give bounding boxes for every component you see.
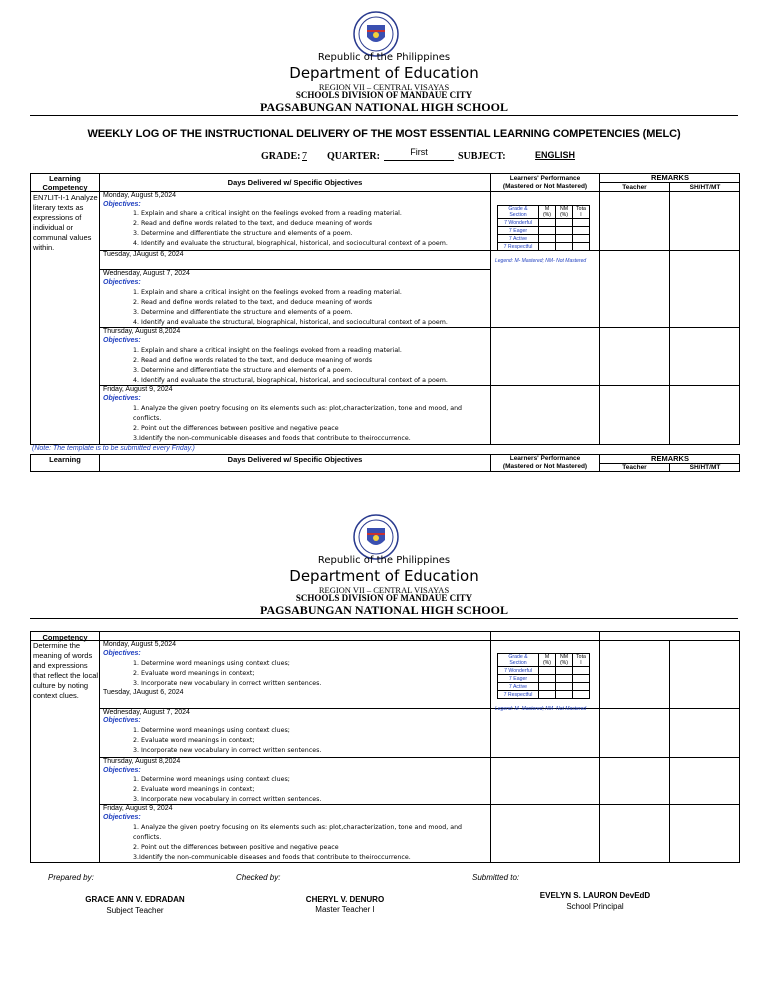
legend-text: Legend: M- Mastered; NM- Not Mastered	[495, 258, 587, 264]
row-divider	[99, 250, 740, 251]
performance-header: Learners' Performance	[509, 455, 581, 462]
objective-item: 2. Point out the differences between positive and negative peace	[133, 425, 339, 432]
mini-head-grade: Grade &	[508, 654, 528, 660]
objective-item: 1. Determine word meanings using context clues;	[133, 660, 290, 667]
section-cell: 7 Wonderful	[498, 667, 539, 675]
col-divider	[99, 631, 100, 863]
submitted-to-role: School Principal	[566, 902, 624, 911]
objectives-label: Objectives:	[103, 201, 141, 208]
mini-head-section: Section	[509, 212, 527, 218]
objective-item: 4. Identify and evaluate the structural, biographical, historical, and sociocultural context of a poem.	[133, 240, 448, 247]
republic-line: Republic of the Philippines	[317, 555, 451, 566]
objective-item: 4. Identify and evaluate the structural, biographical, historical, and sociocultural context of a poem.	[133, 319, 448, 326]
row-divider	[99, 708, 740, 709]
mini-head-nm: NM	[559, 654, 569, 660]
performance-mini-table	[497, 205, 590, 251]
mini-head-m: M	[544, 654, 550, 660]
performance-header: Learners' Performance	[509, 175, 581, 182]
objective-item: 1. Analyze the given poetry focusing on its elements such as: plot,characterization, tone and mood, and	[133, 824, 463, 831]
subject-label: SUBJECT:	[458, 151, 506, 162]
section-cell: 7 Wonderful	[498, 219, 539, 227]
section-cell: 7 Active	[498, 683, 539, 691]
objective-item: 3. Determine and differentiate the structure and elements of a poem.	[133, 309, 353, 316]
region-line: REGION VII – CENTRAL VISAYAS	[318, 82, 450, 92]
objective-item: 2. Read and define words related to the text, and deduce meaning of words	[133, 220, 372, 227]
mini-head-m: M	[544, 206, 550, 212]
objectives-label: Objectives:	[103, 814, 141, 821]
objective-item: 4. Identify and evaluate the structural, biographical, historical, and sociocultural context of a poem.	[133, 377, 448, 384]
section-cell: 7 Active	[498, 235, 539, 243]
mini-head-m-pct: (%)	[542, 660, 552, 666]
competency-text: Determine the meaning of words and expressions that reflect the local culture by noting context clues.	[33, 641, 99, 700]
mini-head-total-l: l	[580, 660, 582, 666]
objective-item: 3.Identify the non-communicable diseases and foods that contribute to theiroccurrence.	[133, 854, 411, 861]
deped-seal-icon	[353, 11, 399, 57]
objective-item: 3. Incorporate new vocabulary in correct written sentences.	[133, 680, 322, 687]
sh-ht-mt-header: SH/HT/MT	[689, 464, 721, 471]
objectives-label: Objectives:	[103, 767, 141, 774]
objectives-label: Objectives:	[103, 717, 141, 724]
sh-ht-mt-header: SH/HT/MT	[689, 184, 721, 191]
days-header: Days Delivered w/ Specific Objectives	[227, 178, 363, 187]
objective-item: 3.Identify the non-communicable diseases and foods that contribute to theiroccurrence.	[133, 435, 411, 442]
mini-head-grade: Grade &	[508, 206, 528, 212]
submitted-to-name: EVELYN S. LAURON DevEdD	[539, 891, 651, 900]
objective-item: 2. Read and define words related to the text, and deduce meaning of words	[133, 299, 372, 306]
quarter-label: QUARTER:	[327, 151, 380, 162]
objective-item: conflicts.	[133, 834, 162, 841]
days-header: Days Delivered w/ Specific Objectives	[227, 455, 363, 464]
teacher-header: Teacher	[622, 184, 647, 191]
objective-item: 3. Determine and differentiate the structure and elements of a poem.	[133, 367, 353, 374]
day-label: Tuesday, JAugust 6, 2024	[103, 689, 184, 696]
learning-header: Learning	[49, 174, 81, 183]
col-divider	[599, 631, 600, 863]
section-cell: 7 Respectful	[498, 243, 539, 251]
prepared-by-label: Prepared by:	[48, 873, 94, 882]
checked-by-name: CHERYL V. DENURO	[305, 895, 385, 904]
col-divider	[669, 183, 670, 445]
performance-mini-table	[497, 653, 590, 699]
row-divider	[99, 757, 740, 758]
col-divider	[490, 631, 491, 863]
department-line: Department of Education	[289, 64, 479, 82]
mini-head-nm-pct: (%)	[559, 660, 569, 666]
teacher-header: Teacher	[622, 464, 647, 471]
mini-head-total: Tota	[576, 206, 586, 212]
checked-by-role: Master Teacher I	[315, 905, 375, 914]
col-divider	[599, 173, 600, 445]
grade-label: GRADE:	[261, 151, 301, 162]
quarter-value: First	[410, 147, 428, 157]
objective-item: 3. Incorporate new vocabulary in correct written sentences.	[133, 747, 322, 754]
objective-item: 1. Determine word meanings using context clues;	[133, 776, 290, 783]
row-divider	[99, 327, 740, 328]
grade-value: 7	[302, 151, 307, 162]
objective-item: 2. Evaluate word meanings in context;	[133, 786, 255, 793]
prepared-by-name: GRACE ANN V. EDRADAN	[85, 895, 185, 904]
objective-item: 2. Point out the differences between positive and negative peace	[133, 844, 339, 851]
division-line: SCHOOLS DIVISION OF MANDAUE CITY	[295, 593, 473, 603]
subject-value: ENGLISH	[535, 150, 576, 160]
quarter-underline	[384, 160, 454, 161]
day-label: Wednesday, August 7, 2024	[103, 709, 190, 716]
objective-item: 3. Determine and differentiate the structure and elements of a poem.	[133, 230, 353, 237]
col-divider	[669, 640, 670, 863]
mini-head-nm-pct: (%)	[559, 212, 569, 218]
objective-item: 1. Explain and share a critical insight on the feelings evoked from a reading material.	[133, 289, 402, 296]
objective-item: 2. Read and define words related to the text, and deduce meaning of words	[133, 357, 372, 364]
deped-seal-icon	[353, 514, 399, 560]
school-line: PAGSABUNGAN NATIONAL HIGH SCHOOL	[260, 100, 508, 114]
day-label: Monday, August 5,2024	[103, 192, 177, 199]
objective-item: 1. Explain and share a critical insight on the feelings evoked from a reading material.	[133, 210, 402, 217]
header-rule	[30, 618, 738, 619]
day-label: Monday, August 5,2024	[103, 641, 177, 648]
objective-item: 1. Analyze the given poetry focusing on its elements such as: plot,characterization, tone and mood, and	[133, 405, 463, 412]
day-label: Wednesday, August 7, 2024	[103, 270, 190, 277]
day-label: Thursday, August 8,2024	[103, 758, 181, 765]
row-divider	[99, 385, 740, 386]
objective-item: conflicts.	[133, 415, 162, 422]
submitted-to-label: Submitted to:	[472, 873, 520, 882]
objective-item: 1. Explain and share a critical insight on the feelings evoked from a reading material.	[133, 347, 402, 354]
day-label: Tuesday, JAugust 6, 2024	[103, 251, 184, 258]
learning-header: Learning	[49, 455, 81, 464]
mini-head-nm: NM	[559, 206, 569, 212]
legend-text: Legend: M- Mastered; NM- Not Mastered	[495, 706, 587, 712]
republic-line: Republic of the Philippines	[317, 52, 451, 63]
competency-text: EN7LIT-I-1 Analyze literary texts as expressions of individual or communal values within.	[33, 193, 98, 252]
objective-item: 2. Evaluate word meanings in context;	[133, 737, 255, 744]
school-line: PAGSABUNGAN NATIONAL HIGH SCHOOL	[260, 603, 508, 617]
row-divider	[99, 804, 740, 805]
objective-item: 2. Evaluate word meanings in context;	[133, 670, 255, 677]
mini-head-section: Section	[509, 660, 527, 666]
department-line: Department of Education	[289, 567, 479, 585]
region-line: REGION VII – CENTRAL VISAYAS	[318, 585, 450, 595]
document-title: WEEKLY LOG OF THE INSTRUCTIONAL DELIVERY OF THE MOST ESSENTIAL LEARNING COMPETENCIES (MELC)	[87, 128, 681, 140]
section-cell: 7 Respectful	[498, 691, 539, 699]
objectives-label: Objectives:	[103, 395, 141, 402]
mini-head-total-l: l	[580, 212, 582, 218]
day-label: Friday, August 9, 2024	[103, 805, 173, 812]
remarks-header: REMARKS	[651, 173, 689, 182]
mini-head-m-pct: (%)	[542, 212, 552, 218]
header-rule	[30, 115, 738, 116]
prepared-by-role: Subject Teacher	[106, 906, 164, 915]
objective-item: 3. Incorporate new vocabulary in correct written sentences.	[133, 796, 322, 803]
section-cell: 7 Eager	[498, 675, 539, 683]
mini-head-total: Tota	[576, 654, 586, 660]
remarks-header: REMARKS	[651, 454, 689, 463]
day-label: Friday, August 9, 2024	[103, 386, 173, 393]
performance-subheader: (Mastered or Not Mastered)	[502, 463, 588, 470]
objectives-label: Objectives:	[103, 337, 141, 344]
section-cell: 7 Eager	[498, 227, 539, 235]
objective-item: 1. Determine word meanings using context clues;	[133, 727, 290, 734]
competency-header: Competency	[42, 183, 88, 192]
objectives-label: Objectives:	[103, 279, 141, 286]
submission-note: (Note: The template is to be submitted every Friday.)	[32, 445, 195, 452]
col-divider	[99, 173, 100, 445]
checked-by-label: Checked by:	[236, 873, 281, 882]
objectives-label: Objectives:	[103, 650, 141, 657]
performance-subheader: (Mastered or Not Mastered)	[502, 183, 588, 190]
division-line: SCHOOLS DIVISION OF MANDAUE CITY	[295, 90, 473, 100]
competency-header: Competency	[42, 633, 88, 642]
col-divider	[490, 173, 491, 445]
day-label: Thursday, August 8,2024	[103, 328, 181, 335]
